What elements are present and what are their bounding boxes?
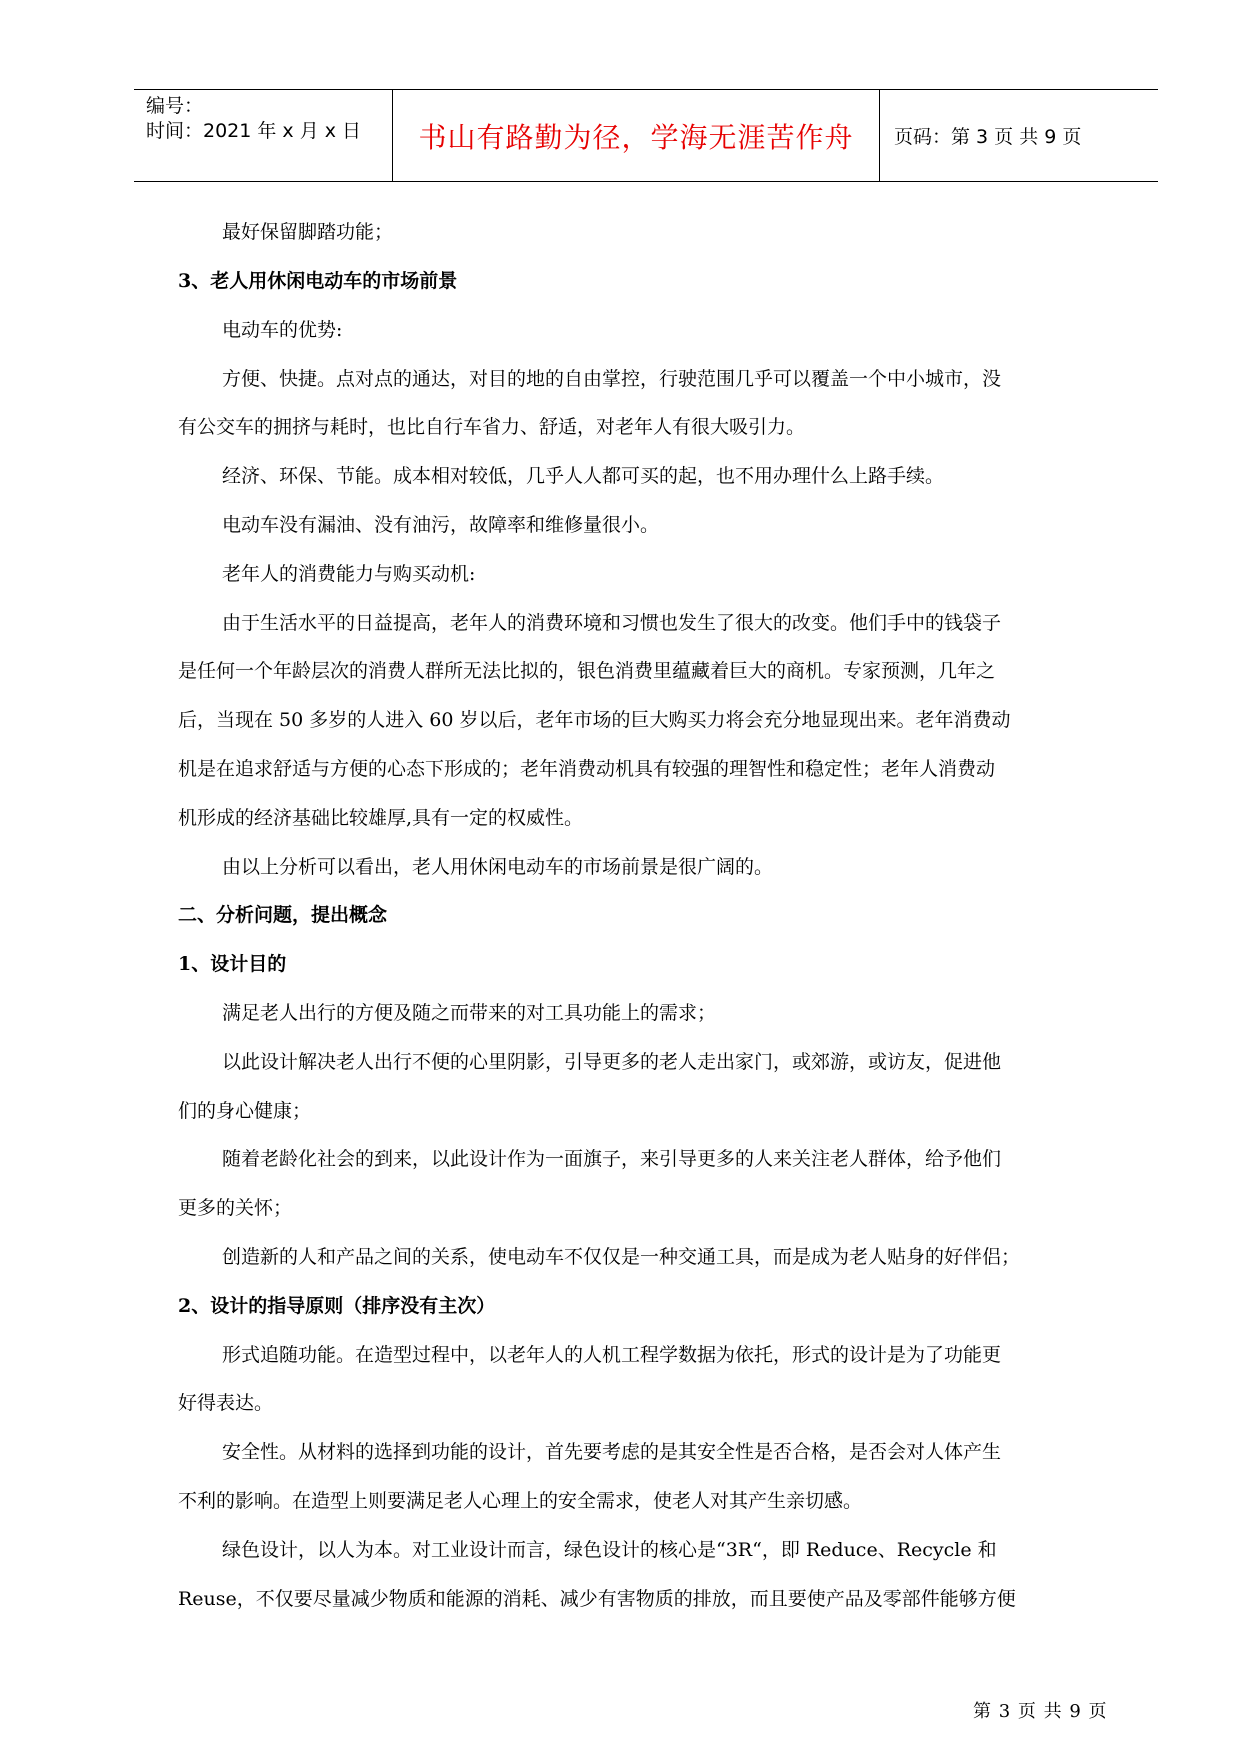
document-number-label: 编号： (146, 95, 204, 117)
header-motto: 书山有路勤为径，学海无涯苦作舟 (418, 120, 854, 154)
paragraph-line: 老年人的消费能力与购买动机: (222, 563, 476, 585)
paragraph-line: Reuse，不仅要尽量减少物质和能源的消耗、减少有害物质的排放，而且要使产品及零部件能够方便 (178, 1588, 1016, 1610)
paragraph-line: 们的身心健康； (178, 1100, 312, 1122)
paragraph-line: 有公交车的拥挤与耗时，也比自行车省力、舒适，对老年人有很大吸引力。 (178, 416, 806, 438)
paragraph-line: 安全性。从材料的选择到功能的设计，首先要考虑的是其安全性是否合格，是否会对人体产生 (222, 1441, 1002, 1463)
paragraph-line: 创造新的人和产品之间的关系，使电动车不仅仅是一种交通工具，而是成为老人贴身的好伴侣； (222, 1246, 1021, 1268)
paragraph-line: 随着老龄化社会的到来，以此设计作为一面旗子，来引导更多的人来关注老人群体，给予他们 (222, 1148, 1002, 1170)
paragraph-line: 最好保留脚踏功能； (222, 221, 394, 243)
section-heading: 2、设计的指导原则（排序没有主次） (178, 1295, 496, 1317)
header-motto-cell (393, 90, 880, 181)
paragraph-line: 后，当现在 50 多岁的人进入 60 岁以后，老年市场的巨大购买力将会充分地显现出来。老年消费动 (178, 709, 1011, 731)
paragraph-line: 好得表达。 (178, 1392, 274, 1414)
paragraph-line: 满足老人出行的方便及随之而带来的对工具功能上的需求； (222, 1002, 717, 1024)
paragraph-line: 由于生活水平的日益提高，老年人的消费环境和习惯也发生了很大的改变。他们手中的钱袋子 (222, 612, 1002, 634)
header-page-number: 页码：第 3 页 共 9 页 (894, 126, 1082, 148)
paragraph-line: 更多的关怀； (178, 1197, 293, 1219)
paragraph-line: 不利的影响。在造型上则要满足老人心理上的安全需求，使老人对其产生亲切感。 (178, 1490, 863, 1512)
section-heading: 二、分析问题，提出概念 (178, 904, 388, 926)
paragraph-line: 经济、环保、节能。成本相对较低，几乎人人都可买的起，也不用办理什么上路手续。 (222, 465, 945, 487)
paragraph-line: 机是在追求舒适与方便的心态下形成的；老年消费动机具有较强的理智性和稳定性；老年人消费动 (178, 758, 996, 780)
paragraph-line: 以此设计解决老人出行不便的心里阴影，引导更多的老人走出家门，或郊游，或访友，促进他 (222, 1051, 1002, 1073)
paragraph-line: 绿色设计，以人为本。对工业设计而言，绿色设计的核心是“3R“，即 Reduce、Recycle 和 (222, 1539, 997, 1561)
paragraph-line: 电动车没有漏油、没有油污，故障率和维修量很小。 (222, 514, 660, 536)
section-heading: 1、设计目的 (178, 953, 287, 975)
paragraph-line: 是任何一个年龄层次的消费人群所无法比拟的，银色消费里蕴藏着巨大的商机。专家预测，几年之 (178, 660, 996, 682)
paragraph-line: 方便、快捷。点对点的通达，对目的地的自由掌控，行驶范围几乎可以覆盖一个中小城市，没 (222, 368, 1002, 390)
section-heading: 3、老人用休闲电动车的市场前景 (178, 270, 458, 292)
page-header (134, 89, 1158, 182)
paragraph-line: 由以上分析可以看出，老人用休闲电动车的市场前景是很广阔的。 (222, 856, 774, 878)
page-footer: 第 3 页 共 9 页 (973, 1701, 1108, 1722)
paragraph-line: 机形成的经济基础比较雄厚,具有一定的权威性。 (178, 807, 584, 829)
document-time-label: 时间：2021 年 x 月 x 日 (146, 120, 362, 142)
header-page-cell (880, 90, 1158, 181)
paragraph-line: 形式追随功能。在造型过程中，以老年人的人机工程学数据为依托，形式的设计是为了功能更 (222, 1344, 1002, 1366)
paragraph-line: 电动车的优势: (222, 319, 343, 341)
header-meta-cell (134, 90, 393, 181)
